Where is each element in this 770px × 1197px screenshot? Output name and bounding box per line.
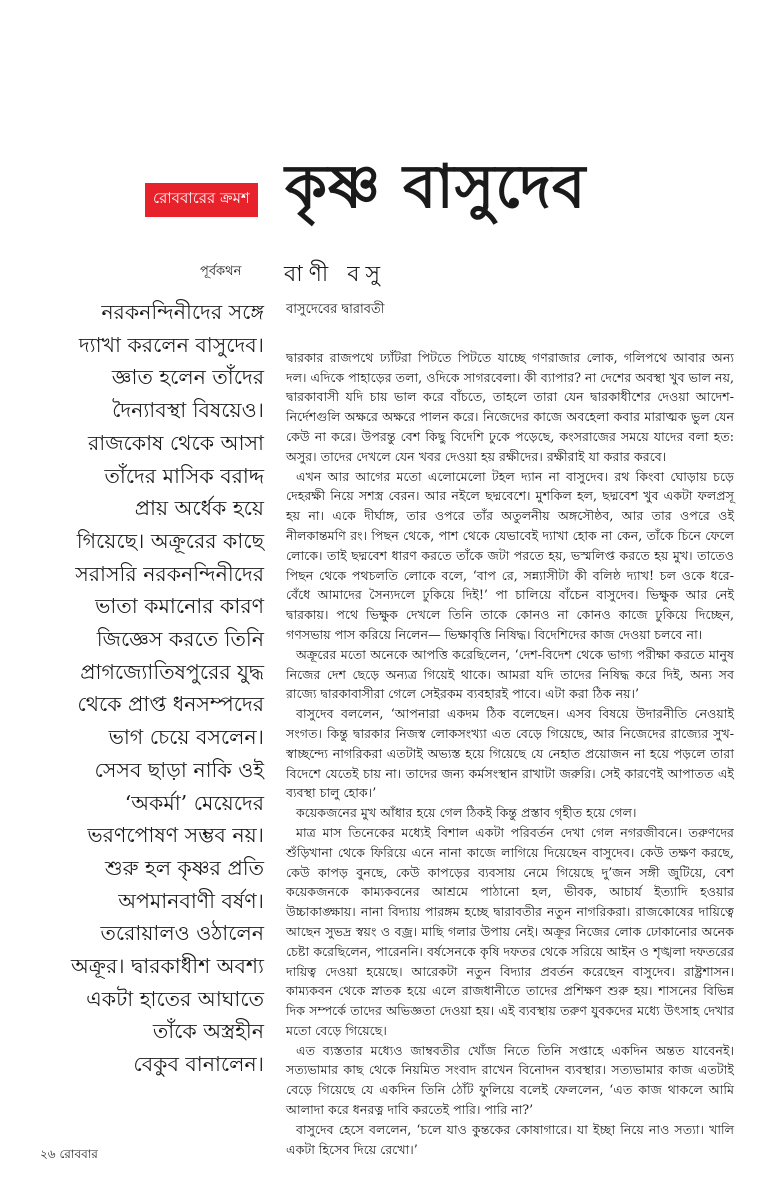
body-paragraph: এত ব্যস্ততার মধ্যেও জাম্ববতীর খোঁজ নিতে তিনি সপ্তাহে একদিন অন্তত যাবেনই। সত্যভামার কাছ থেকে নিয়মিত সংবাদ রাখেন বিনোদন ব্যবস্থার। সত্যভামার কাজ এতটাই বেড়ে গিয়েছে যে একদিন তিনি ঠোঁট ফুলিয়ে বলেই ফেললেন, ‘এত কাজ থাকলে আমি আলাদা করে ধনরত্ন দাবি করতেই পারি। পারি না?’ [286,1042,734,1118]
section-subheading: বাসুদেবের দ্বারাবতী [286,302,385,317]
pullquote-line: একটা হাতের আঘাতে [86,986,264,1011]
pullquote-line: ভাগ চেয়ে বসলেন। [108,725,264,750]
pullquote-line: অক্রূর। দ্বারকাধীশ অবশ্য [71,954,264,979]
body-paragraph: বাসুদেব বললেন, ‘আপনারা একদম ঠিক বলেছেন। এসব বিষয়ে উদারনীতি নেওয়াই সংগত। কিন্তু দ্বারকার নিজস্ব লোকসংখ্যা এত বেড়ে গিয়েছে, আর নিজেদের রাজ্যের সুখ-স্বাচ্ছন্দ্যে নাগরিকরা এতটাই অভ্যস্ত হয়ে গিয়েছে যে নেহাত প্রয়োজন না হয়ে পড়লে তারা বিদেশে যেতেই চায় না। তাদের জন্য কর্মসংস্থান রাখাটা জরুরি। সেই কারণেই আপাতত এই ব্যবস্থা চালু হোক।’ [286,706,734,801]
pullquote-line: জিজ্ঞেস করতে তিনি [96,627,264,652]
body-paragraph: এখন আর আগের মতো এলোমেলো টহল দ্যান না বাসুদেব। রথ কিংবা ঘোড়ায় চড়ে দেহরক্ষী নিয়ে সশস্ত্র বেরন। আর নইলে ছদ্মবেশে। মুশকিল হল, ছদ্মবেশ খুব একটা ফলপ্রসূ হয় না। একে দীর্ঘাঙ্গ, তার ওপরে তাঁর অতুলনীয় অঙ্গসৌষ্ঠব, আর তার ওপরে ওই নীলকান্তমণি রং। পিছন থেকে, পাশ থেকে যেভাবেই দ্যাখা হোক না কেন, তাঁকে চিনে ফেলে লোকে। তাই ছদ্মবেশ ধারণ করতে তাঁকে জটা পরতে হয়, ভস্মলিপ্ত করতে হয় মুখ। তাতেও পিছন থেকে পথচলতি লোকে বলে, ‘বাপ রে, সন্ন্যাসীটা কী বলিষ্ঠ দ্যাখ! চল ওকে ধরে-বেঁধে আমাদের সৈন্যদলে ঢুকিয়ে দিই!’ পা চালিয়ে বাঁচেন বাসুদেব। ভিক্ষুক আর নেই দ্বারকায়। পথে ভিক্ষুক দেখলে তিনি তাকে কোনও না কোনও কাজে ঢুকিয়ে দিচ্ছেন, গণসভায় পাস করিয়ে নিলেন— ভিক্ষাবৃত্তি নিষিদ্ধ। বিদেশিদের কাজ দেওয়া চলবে না। [286,468,734,642]
pullquote-line: সেসব ছাড়া নাকি ওই [94,757,264,782]
pullquote-line: থেকে প্রাপ্ত ধনসম্পদের [77,692,264,717]
pullquote-line: নরকনন্দিনীদের সঙ্গে [101,300,264,324]
magazine-name: রোববার [59,1147,98,1161]
body-paragraph: কয়েকজনের মুখ আঁধার হয়ে গেল ঠিকই কিন্তু প্রস্তাব গৃহীত হয়ে গেল। [296,805,637,821]
pullquote-line: সরাসরি নরকনন্দিনীদের [75,561,264,586]
pullquote-line: ভাতা কমানোর কারণ [95,594,264,619]
pullquote-line: তরোয়ালও ওঠালেন [100,921,264,946]
pullquote-line: দ্যাখা করলেন বাসুদেব। [78,332,264,357]
pullquote-line: প্রাগজ্যোতিষপুরের যুদ্ধ [80,659,264,684]
article-body [286,300,734,1159]
body-paragraph: বাসুদেব হেসে বললেন, ‘চলে যাও কুন্তকের কোষাগারে। যা ইচ্ছা নিয়ে নাও সত্যা। খালি একটা হিসেব দিয়ে রেখো।’ [286,1121,734,1157]
body-paragraph: মাত্র মাস তিনেকের মধ্যেই বিশাল একটা পরিবর্তন দেখা গেল নগরজীবনে। তরুণদের শুঁড়িখানা থেকে ফিরিয়ে এনে নানা কাজে লাগিয়ে দিয়েছেন বাসুদেব। কেউ তক্ষণ করছে, কেউ কাপড় বুনছে, কেউ কাপড়ের ব্যবসায় নেমে গিয়েছে দু’জন সঙ্গী জুটিয়ে, বেশ কয়েকজনকে কাম্যকবনের আশ্রমে পাঠানো হল, ভীবক, আচার্য ইত্যাদি হওয়ার উচ্চাকাঙ্ক্ষায়। নানা বিদ্যায় পারঙ্গম হচ্ছে দ্বারাবতীর নতুন নাগরিকরা। রাজকোষের দায়িত্বে আছেন সুভদ্র স্বয়ং ও বজ্র। মাছি গলার উপায় নেই। অক্রূর নিজের লোক ঢোকানোর অনেক চেষ্টা করেছিলেন, পারেননি। বর্ষসেনকে কৃষি দফতর থেকে সরিয়ে আইন ও শৃঙ্খলা দফতরের দায়িত্ব দেওয়া হয়েছে। আরেকটা নতুন বিদ্যার প্রবর্তন করেছেন বাসুদেব। রাষ্ট্রশাসন। কাম্যকবন থেকে স্নাতক হয়ে এলে রাজধানীতে তাদের প্রশিক্ষণ শুরু হয়। শাসনের বিভিন্ন দিক সম্পর্কে তাদের অভিজ্ঞতা দেওয়া হয়। এই ব্যবস্থায় তরুণ যুবকদের মধ্যে উৎসাহ দেখার মতো বেড়ে গিয়েছে। [286,824,734,1038]
body-paragraph: অক্রূরের মতো অনেকে আপত্তি করেছিলেন, ‘দেশ-বিদেশ থেকে ভাগ্য পরীক্ষা করতে মানুষ নিজের দেশ ছেড়ে অন্যত্র গিয়েই থাকে। আমরা যদি তাদের নিষিদ্ধ করে দিই, অন্য সব রাজ্যে দ্বারকাবাসীরা গেলে সেইরকম ব্যবহারই পাবে। এটা করা ঠিক নয়।’ [286,646,734,702]
pullquote-line: ভরণপোষণ সম্ভব নয়। [87,823,264,848]
pullquote-line: প্রায় অর্ধেক হয়ে [134,496,264,521]
pullquote-line: অপমানবাণী বর্ষণ। [118,888,264,913]
pullquote-line: শুরু হল কৃষ্ণর প্রতি [105,855,264,880]
pullquote-line: তাঁদের মাসিক বরাদ্দ [104,463,264,488]
author-byline: বাণী বসু [284,262,386,287]
series-tag: রোববারের ক্রমশ [145,183,258,217]
pullquote-line: ‘অকর্মা’ মেয়েদের [124,790,264,815]
page-footer [40,1146,98,1166]
pullquote-line: রাজকোষ থেকে আসা [88,430,264,455]
pullquote-line: তাঁকে অস্ত্রহীন [152,1019,264,1044]
body-paragraph: দ্বারকার রাজপথে ঢ্যাঁটরা পিটতে পিটতে যাচ্ছে গণরাজার লোক, গলিপথে আবার অন্য দল। এদিকে পাহাড়ের তলা, ওদিকে সাগরবেলা। কী ব্যাপার? না দেশের অবস্থা খুব ভাল নয়, দ্বারকাবাসী যদি চায় ভাল করে বাঁচতে, তাহলে তারা যেন দ্বারকাধীশের দেওয়া আদেশ-নির্দেশগুলি অক্ষরে অক্ষরে পালন করে। নিজেদের কাজে অবহেলা কবার মারাত্মক ভুল যেন কেউ না করে। উপরন্তু বেশ কিছু বিদেশি ঢুকে পড়েছে, কংসরাজের সময়ে যাদের বলা হত: অসুর। তাদের দেখলে যেন খবর দেওয়া হয় রক্ষীদের। রক্ষীরাই যা করার করবে। [286,349,734,464]
pullquote-line: দৈন্যাবস্থা বিষয়েও। [112,398,264,423]
preface-label: পূর্বকথন [200,264,242,279]
pullquote [40,296,264,1081]
article-title: কৃষ্ণ বাসুদেব [285,152,587,222]
pullquote-line: গিয়েছে। অক্রূরের কাছে [76,528,264,553]
page-number: ২৬ [40,1147,56,1161]
pullquote-line: বেকুব বানালেন। [133,1052,264,1077]
pullquote-line: জ্ঞাত হলেন তাঁদের [111,365,264,390]
